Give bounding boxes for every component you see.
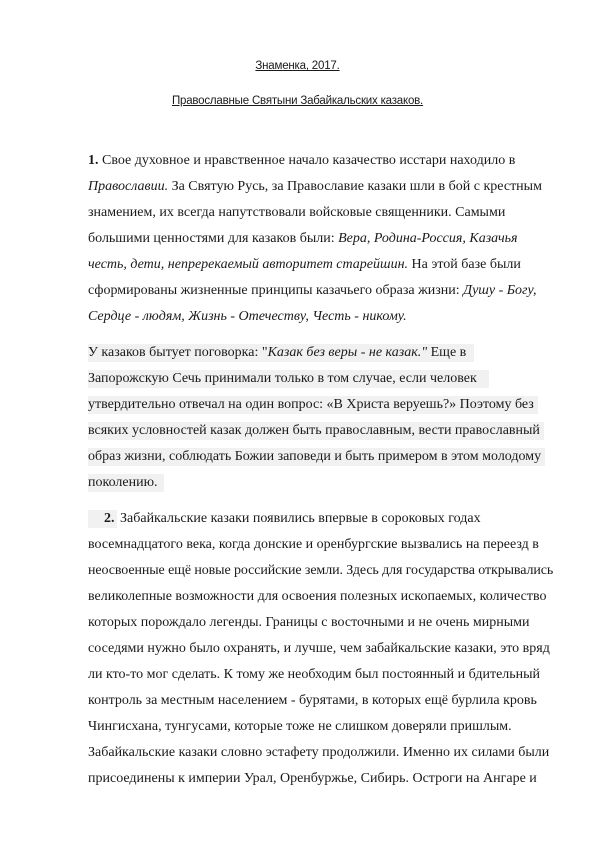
s2-line-10 [88,744,549,762]
s1-line-4 [88,230,518,248]
section-2-number-box [88,510,117,528]
s2-line-2 [88,536,539,554]
p2-text-1b: Еще в [427,345,467,360]
s1-line-7 [88,308,407,326]
s2-text-11: присоединены к империи Урал, Оренбуржье, Сибирь. Остроги на Ангаре и [88,771,537,786]
s2-line-5 [88,614,530,632]
s2-line-6 [88,640,550,658]
s2-text-5: которых порождало легенды. Границы с восточными и не очень мирными [88,615,530,630]
s1-text-4: большими ценностями для казаков были: [88,231,339,246]
s1-italic-2: Православии. [88,179,169,194]
p2-line-5 [88,448,545,466]
s1-line-6 [88,282,536,300]
p2-text-6: поколению. [88,475,158,490]
s1-line-5 [88,256,521,274]
s2-text-9: Чингисхана, тунгусами, которые тоже не слишком доверяли пришлым. [88,719,512,734]
s1-line-1 [88,152,515,170]
s1-italic-7: Сердце - людям, Жизнь - Отечеству, Честь - никому. [88,309,407,324]
p2-italic-1: Казак без веры - не казак." [267,345,428,360]
s1-text-1: Свое духовное и нравственное начало казачество исстари находило в [102,153,516,168]
s1-line-2 [88,178,542,196]
section-2-number: 2. [104,511,115,526]
document-subtitle: Православные Святыни Забайкальских казаков. [171,95,424,107]
p2-text-2: Запорожскую Сечь принимали только в том случае, если человек [88,371,477,386]
s2-text-7: ли кто-то мог сделать. К тому же необходим был постоянный и бдительный [88,667,541,682]
s1-text-6: сформированы жизненные принципы казачьего образа жизни: [88,283,464,298]
s2-line-9 [88,718,512,736]
p2-line-2 [88,370,489,388]
s2-text-10: Забайкальские казаки словно эстафету продолжили. Именно их силами были [88,745,550,760]
s1-text-3: знамением, их всегда напутствовали войсковые священники. Самыми [88,205,506,220]
s2-line-4 [88,588,547,606]
p2-line-4 [88,422,544,440]
p2-text-1a: У казаков бытует поговорка: " [88,345,268,360]
s2-text-1: Забайкальские казаки появились впервые в сороковых годах [120,511,481,526]
s2-text-6: соседями нужно было охранять, и лучше, чем забайкальские казаки, это вряд [88,641,550,656]
p2-text-5: образ жизни, соблюдать Божии заповеди и быть примером в этом молодому [88,449,542,464]
s2-text-8: контроль за местным населением - бурятами, в которых ещё бурлила кровь [88,693,537,708]
section-1-number: 1. [88,153,99,168]
s2-line-1 [88,510,481,528]
s2-text-3: неосвоенные ещё новые российские земли. Здесь для государства открывались [88,563,554,578]
p2-line-3 [88,396,538,414]
s1-italic-5: честь, дети, непререкаемый авторитет старейшин. [88,257,409,272]
p2-text-3: утвердительно отвечал на один вопрос: «В Христа веруешь?» Поэтому без [88,397,534,412]
s2-line-11 [88,770,537,788]
p2-text-4: всяких условностей казак должен быть православным, вести православный [88,423,540,438]
s1-italic-6: Душу - Богу, [463,283,537,298]
s1-italic-4: Вера, Родина-Россия, Казачья [338,231,518,246]
s2-line-7 [88,666,540,684]
p2-line-6 [88,474,164,492]
s1-text-2: За Святую Русь, за Православие казаки шли в бой с крестным [168,179,542,194]
s2-text-4: великолепные возможности для освоения полезных ископаемых, количество [88,589,547,604]
s2-line-3 [88,562,553,580]
s2-text-2: восемнадцатого века, когда донские и оренбургские вызвались на переезд в [88,537,539,552]
s1-text-5: На этой базе были [408,257,521,272]
s2-line-8 [88,692,537,710]
p2-line-1 [88,344,474,362]
document-date-title: Знаменка, 2017. [255,60,340,72]
s1-line-3 [88,204,505,222]
